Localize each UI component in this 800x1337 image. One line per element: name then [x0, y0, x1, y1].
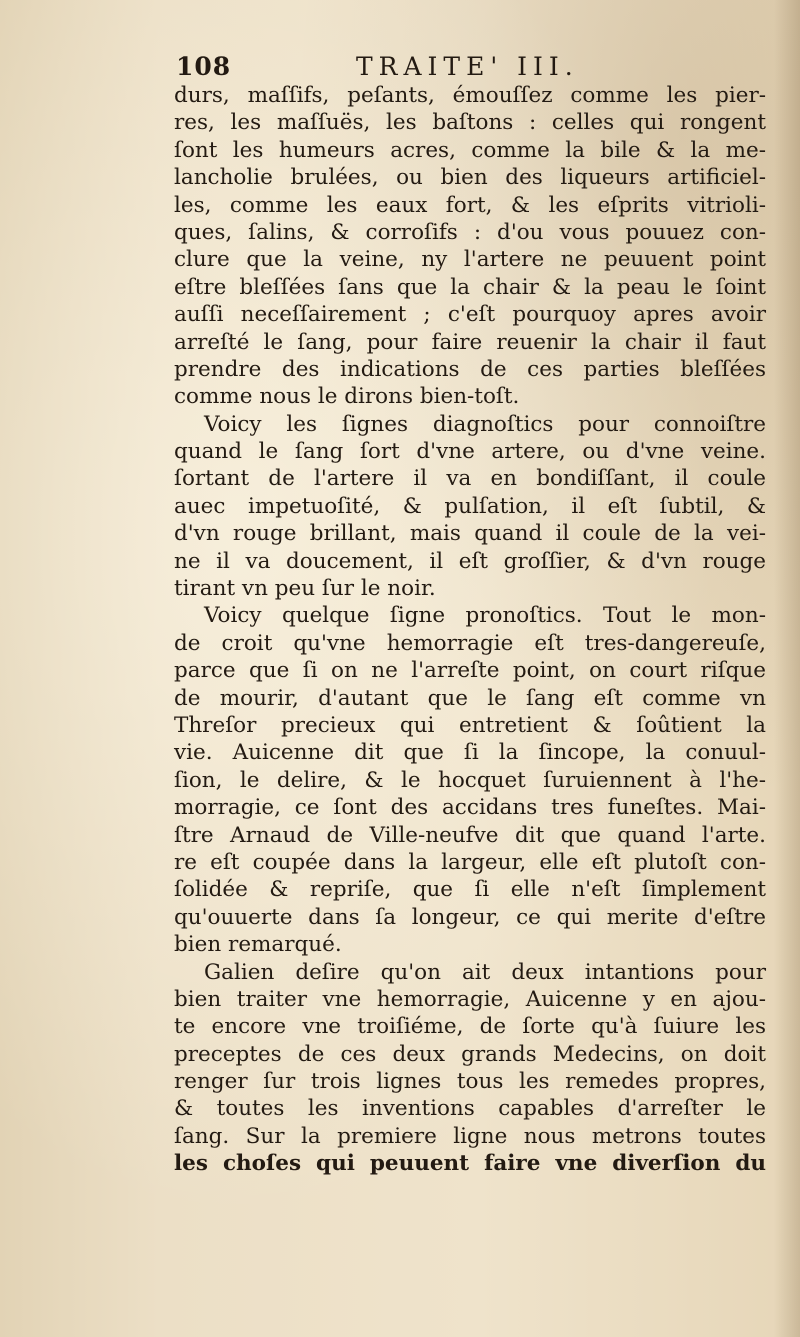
- text-line: arreſté le ſang, pour faire reuenir la chair il faut: [174, 329, 766, 355]
- running-title: TRAITE' III.: [356, 52, 579, 81]
- text-line: vie. Auicenne dit que ſi la ſincope, la conuul-: [174, 740, 766, 766]
- text-line: res, les maſſuës, les baſtons : celles qui rongent: [174, 110, 766, 136]
- text-line: ſtre Arnaud de Ville-neufve dit que quand l'arte.: [174, 822, 766, 848]
- text-line: comme nous le dirons bien-toſt.: [174, 384, 520, 410]
- text-line: ſolidée & repriſe, que ſi elle n'eſt ſimplement: [174, 877, 766, 903]
- text-line: ques, ſalins, & corroſifs : d'ou vous pouuez con-: [174, 219, 766, 245]
- text-line: te encore vne troiſiéme, de ſorte qu'à ſuiure les: [174, 1014, 766, 1040]
- text-line: prendre des indications de ces parties bleſſées: [174, 356, 766, 382]
- text-line: ſang. Sur la premiere ligne nous metrons toutes: [174, 1123, 766, 1149]
- text-line: morragie, ce ſont des accidans tres funeſtes. Mai-: [174, 795, 766, 821]
- text-line: re eſt coupée dans la largeur, elle eſt plutoſt con-: [174, 849, 766, 875]
- text-line: Voicy les ſignes diagnoſtics pour connoiſtre: [204, 411, 766, 437]
- body-text: [174, 82, 766, 1178]
- text-line: Galien deſire qu'on ait deux intantions pour: [204, 959, 766, 985]
- page-edge-shadow: [774, 0, 800, 1337]
- text-line: quand le ſang ſort d'vne artere, ou d'vne veine.: [174, 439, 766, 465]
- text-line: ſont les humeurs acres, comme la bile & la me-: [174, 137, 766, 163]
- text-line: lancholie brulées, ou bien des liqueurs artificiel-: [174, 165, 766, 191]
- text-line: de mourir, d'autant que le ſang eſt comme vn: [174, 685, 766, 711]
- text-line: auſſi neceſſairement ; c'eſt pourquoy apres avoir: [174, 302, 766, 328]
- text-line: clure que la veine, ny l'artere ne peuuent point: [174, 247, 766, 273]
- text-line: d'vn rouge brillant, mais quand il coule de la vei-: [174, 521, 766, 547]
- text-line: bien remarqué.: [174, 932, 342, 958]
- text-line: ſion, le delire, & le hocquet ſuruiennent à l'he-: [174, 767, 766, 793]
- text-line: de croit qu'vne hemorragie eſt tres-dangereuſe,: [174, 630, 766, 656]
- page-number: 108: [176, 52, 232, 81]
- text-line: durs, maſſifs, peſants, émouſſez comme les pier-: [174, 83, 766, 108]
- text-line: renger ſur trois lignes tous les remedes propres,: [174, 1069, 766, 1095]
- text-line: les choſes qui peuuent faire vne diverſion du: [174, 1151, 766, 1177]
- text-line: eſtre bleſſées ſans que la chair & la peau le ſoint: [174, 274, 766, 300]
- text-line: bien traiter vne hemorragie, Auicenne y en ajou-: [174, 986, 766, 1012]
- text-line: & toutes les inventions capables d'arreſter le: [174, 1096, 766, 1122]
- text-line: Threſor precieux qui entretient & ſoûtient la: [174, 712, 766, 738]
- text-line: auec impetuoſité, & pulſation, il eſt ſubtil, &: [174, 493, 766, 519]
- text-line: ne il va doucement, il eſt groſſier, & d'vn rouge: [174, 548, 766, 574]
- text-line: preceptes de ces deux grands Medecins, on doit: [174, 1041, 766, 1067]
- text-line: tirant vn peu ſur le noir.: [174, 576, 436, 602]
- text-line: Voicy quelque ſigne pronoſtics. Tout le mon-: [204, 603, 766, 629]
- text-line: ſortant de l'artere il va en bondiſſant, il coule: [174, 466, 766, 492]
- text-line: qu'ouuerte dans ſa longeur, ce qui merite d'eſtre: [174, 904, 766, 930]
- text-line: les, comme les eaux fort, & les eſprits vitrioli-: [174, 192, 766, 218]
- text-line: parce que ſi on ne l'arreſte point, on court riſque: [174, 658, 766, 684]
